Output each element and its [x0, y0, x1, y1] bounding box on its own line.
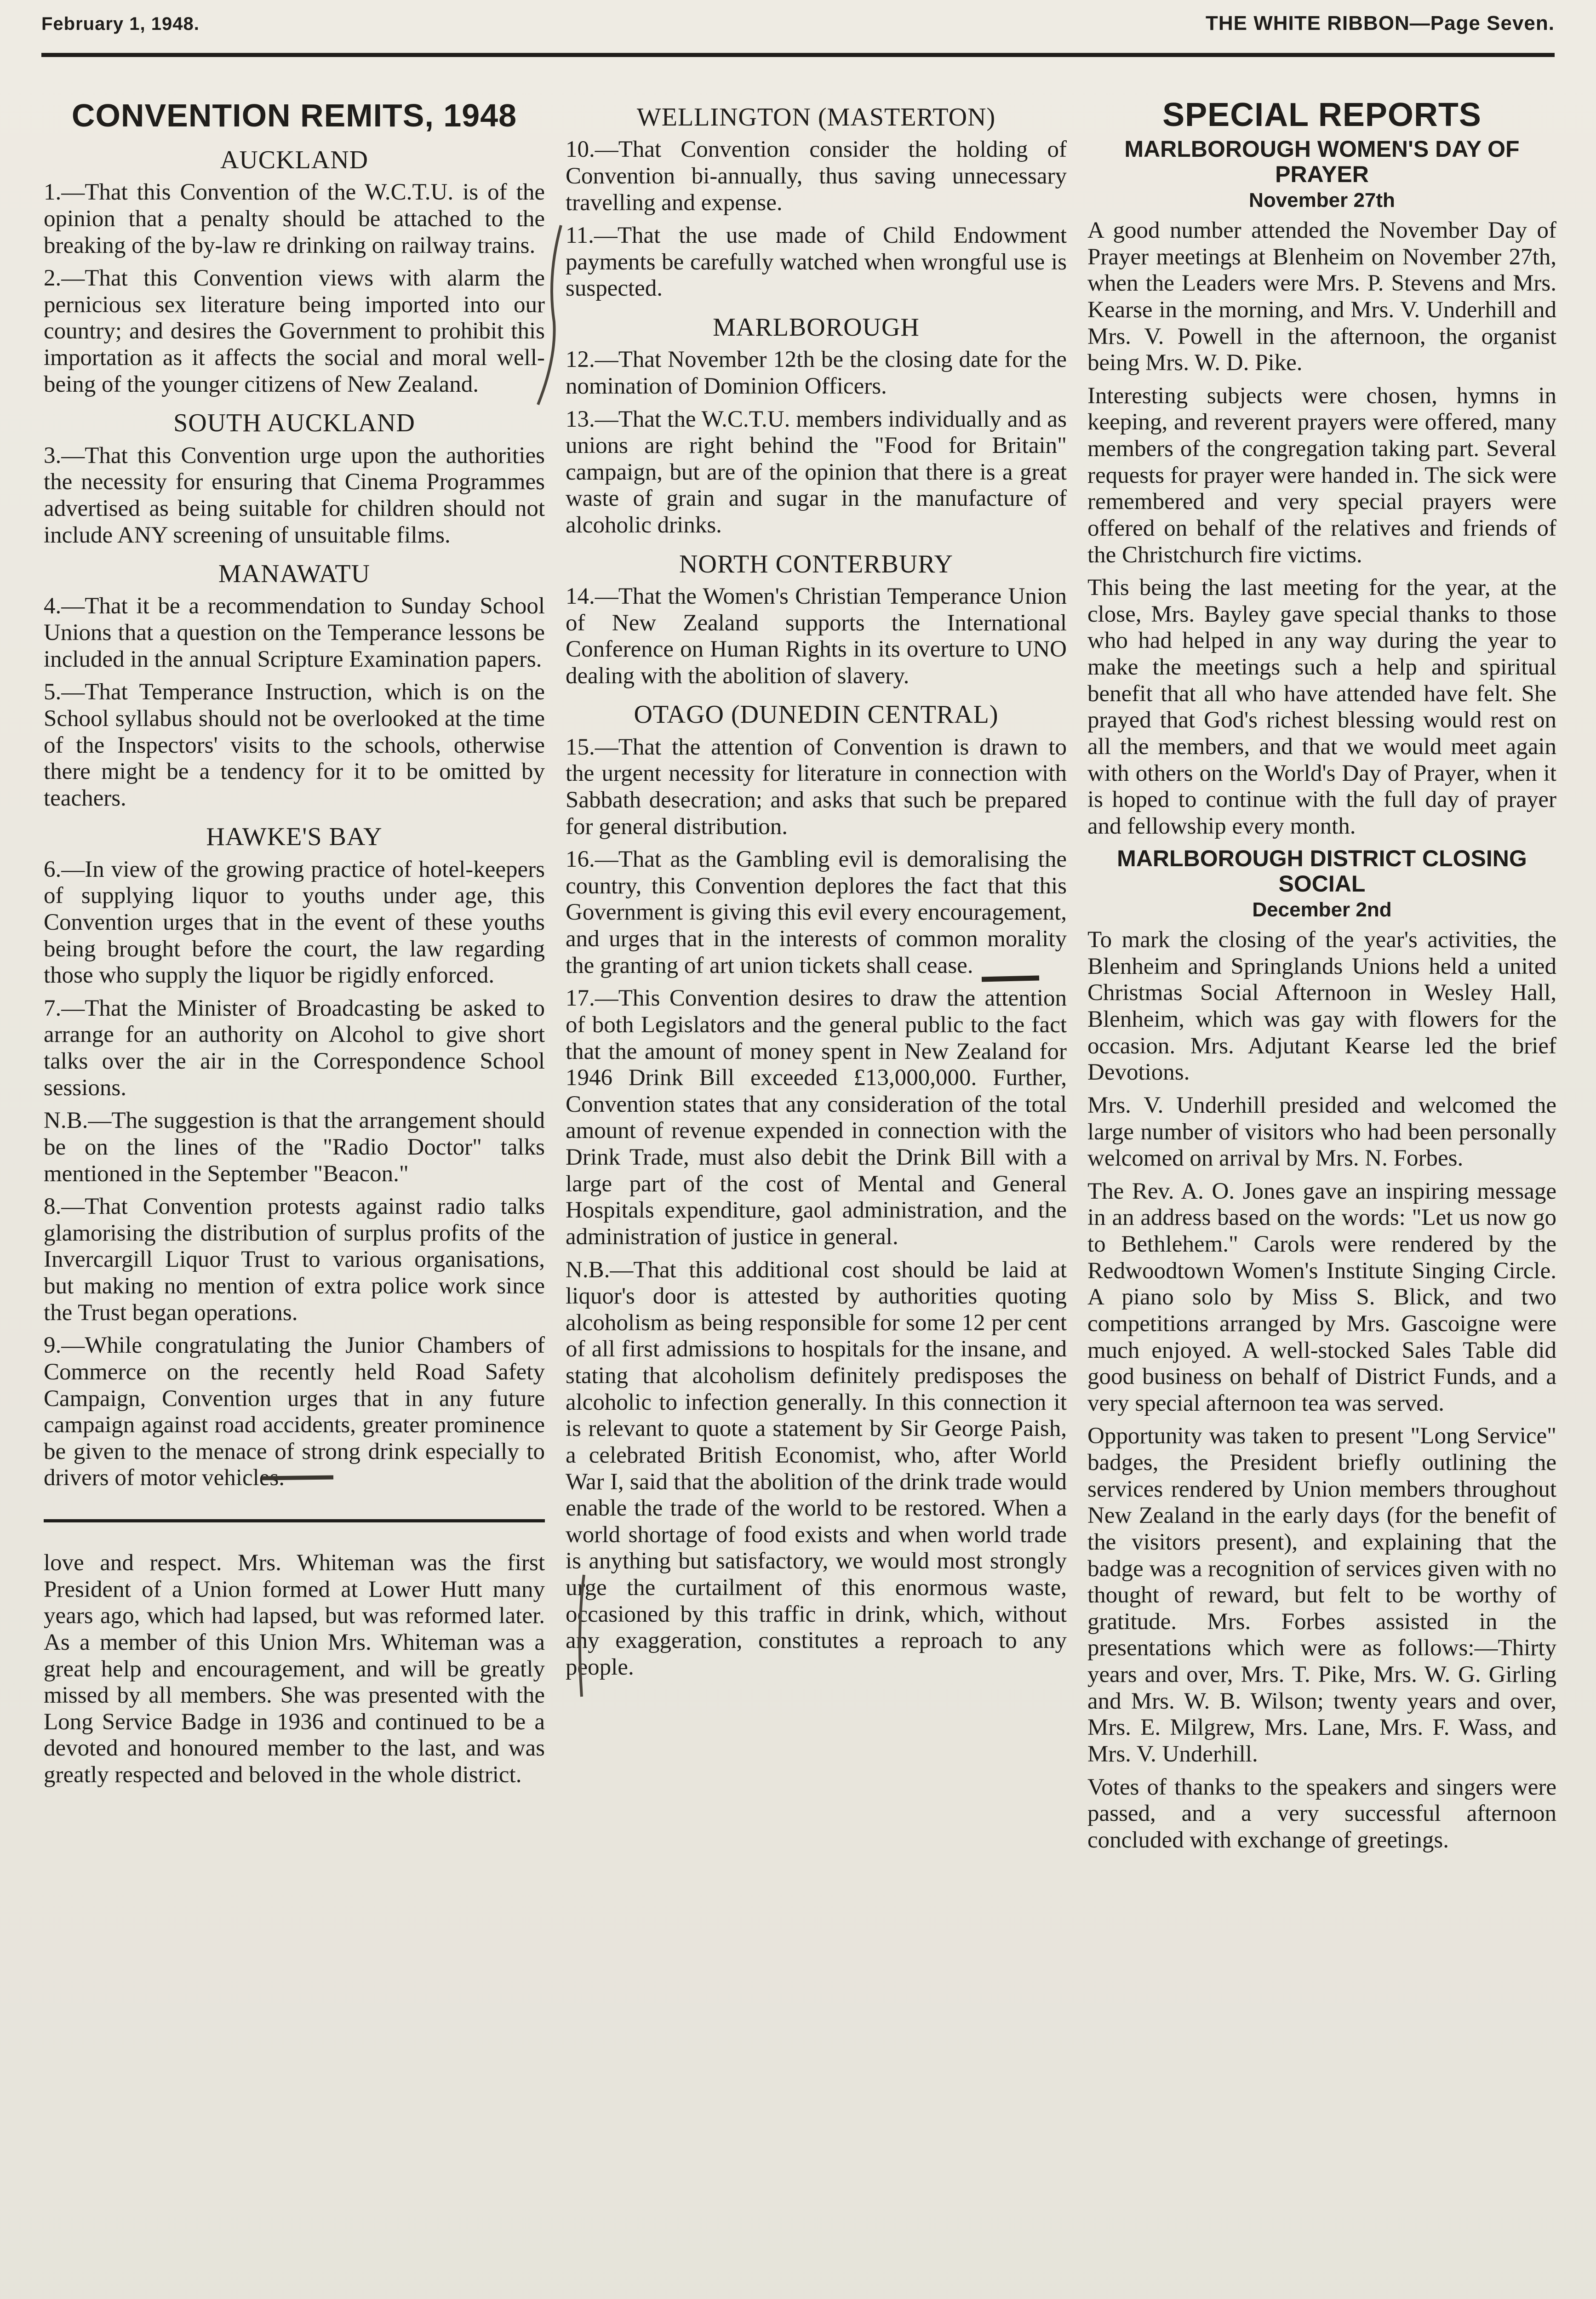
remit-7-note: N.B.—The suggestion is that the arrangement should be on the lines of the "Radio Doctor" talks mentioned in the September "Beacon." [44, 1108, 545, 1187]
section-heading-hawkes-bay: HAWKE'S BAY [206, 823, 383, 852]
remit-10: 10.—That Convention consider the holding of Convention bi-annually, thus saving unnecessary travelling and expense. [566, 137, 1067, 216]
section-heading-marlborough: MARLBOROUGH [713, 313, 920, 342]
issue-date: February 1, 1948. [41, 14, 200, 34]
section-heading-auckland: AUCKLAND [220, 146, 369, 175]
pencil-margin-mark [566, 1573, 593, 1701]
remit-17-note: N.B.—That this additional cost should be laid at liquor's door is attested by authorities quoting alcoholism as being responsible for some 12 per cent of all first admissions to hospitals for the insane, and stating that alcoholism definitely predisposes the alcoholic to infection generally. In this connection it is relevant to quote a statement by Sir George Paish, a celebrated British Economist, who, after World War I, said that the abolition of the drink trade would enable the trade of the world to be restored. When a world shortage of food exists and when world trade is anything but satisfactory, we would most strongly urge the curtailment of this enormous waste, occasioned by this traffic in drink, which, without any exaggeration, constitutes a reproach to any people. [566, 1257, 1067, 1680]
report-paragraph: To mark the closing of the year's activities, the Blenheim and Springlands Unions held a united Christmas Social Afternoon in Wesley Hall, Blenheim, which was gay with flowers for the occasion. Mrs. Adjutant Kearse led the brief Devotions. [1087, 927, 1556, 1086]
remit-9: 9.—While congratulating the Junior Chambers of Commerce on the recently held Road Safety Campaign, Convention urges that in any future campaign against road accidents, greater prominence be given to the menace of strong drink especially to drivers of motor vehicles. [44, 1333, 545, 1491]
report-paragraph: The Rev. A. O. Jones gave an inspiring message in an address based on the words: "Let us now go to Bethlehem." Carols were rendered by the Redwoodtown Women's Institute Singing Circle. A piano solo by Miss S. Blick, and two competitions arranged by Mrs. Gascoigne were much enjoyed. A well-stocked Sales Table did good business on behalf of District Funds, and a very special afternoon tea was served. [1087, 1178, 1556, 1416]
remit-15: 15.—That the attention of Convention is drawn to the urgent necessity for literature in connection with Sabbath desecration; and asks that such be prepared for general distribution. [566, 734, 1067, 840]
remit-6: 6.—In view of the growing practice of hotel-keepers of supplying liquor to youths under age, this Convention urges that in the event of these youths being brought before the court, the law regarding those who supply the liquor be rigidly enforced. [44, 856, 545, 989]
remit-3: 3.—That this Convention urge upon the authorities the necessity for ensuring that Cinema Programmes advertised as being suitable for children should not include ANY screening of unsuitable films. [44, 442, 545, 548]
remit-4: 4.—That it be a recommendation to Sunday School Unions that a question on the Temperance lessons be included in the annual Scripture Examination papers. [44, 593, 545, 672]
column-1 [44, 92, 545, 2299]
section-heading-wellington: WELLINGTON (MASTERTON) [636, 103, 996, 132]
column-3 [1087, 92, 1556, 2299]
header-rule [41, 53, 1555, 57]
remit-17: 17.—This Convention desires to draw the attention of both Legislators and the general public to the fact that the amount of money spent in New Zealand for 1946 Drink Bill exceeded £13,000,000. Further, Convention states that any consideration of the total amount of revenue expended in connection with the Drink Trade, must also debit the Drink Bill with a large part of the cost of Mental and General Hospitals expenditure, gaol administration, and the administration of justice in general. [566, 985, 1067, 1250]
report-paragraph: This being the last meeting for the year, at the close, Mrs. Bayley gave special thanks to those who had helped in any way during the year to make the meetings such a help and spiritual benefit that all who have attended have felt. She prayed that God's richest blessing would rest on all the members, and that we would meet again with others on the World's Day of Prayer, when it is hoped to continue with the full day of prayer and fellowship every month. [1087, 575, 1556, 839]
section-heading-north-canterbury: NORTH CONTERBURY [679, 549, 953, 578]
section-heading-otago: OTAGO (DUNEDIN CENTRAL) [634, 700, 999, 729]
report-paragraph: A good number attended the November Day of Prayer meetings at Blenheim on November 27th, when the Leaders were Mrs. P. Stevens and Mrs. Kearse in the morning, and Mrs. V. Underhill and Mrs. V. Powell in the afternoon, the organist being Mrs. W. D. Pike. [1087, 217, 1556, 376]
remit-16: 16.—That as the Gambling evil is demoralising the country, this Convention deplores the fact that this Government is giving this evil every encouragement, and urges that in the interests of common morality the granting of art union tickets shall cease. [566, 846, 1067, 978]
section-heading-manawatu: MANAWATU [218, 560, 371, 589]
report-date-closing-social: December 2nd [1252, 898, 1392, 921]
report-title-day-of-prayer: MARLBOROUGH WOMEN'S DAY OF PRAYER [1124, 136, 1520, 188]
report-paragraph: Interesting subjects were chosen, hymns in keeping, and reverent prayers were offered, many members of the congregation taking part. Several requests for prayer were handed in. The sick were remembered and very special prayers were offered on behalf of the relatives and friends of the Christchurch fire victims. [1087, 383, 1556, 568]
remit-7: 7.—That the Minister of Broadcasting be asked to arrange for an authority on Alcohol to give short talks over the air in the Correspondence School sessions. [44, 995, 545, 1101]
report-paragraph: Mrs. V. Underhill presided and welcomed the large number of visitors who had been personally welcomed on arrival by Mrs. N. Forbes. [1087, 1092, 1556, 1172]
column-2 [566, 92, 1067, 2299]
pencil-strike-mark [979, 972, 1044, 986]
report-paragraph: Votes of thanks to the speakers and singers were passed, and a very successful afternoon concluded with exchange of greetings. [1087, 1774, 1556, 1853]
report-title-closing-social: MARLBOROUGH DISTRICT CLOSING SOCIAL [1117, 846, 1527, 897]
report-date-day-of-prayer: November 27th [1249, 189, 1395, 212]
special-reports-title: SPECIAL REPORTS [1162, 97, 1482, 133]
remit-12: 12.—That November 12th be the closing date for the nomination of Dominion Officers. [566, 347, 1067, 399]
pencil-margin-mark [529, 221, 570, 414]
column-divider-rule [44, 1519, 545, 1522]
remit-5: 5.—That Temperance Instruction, which is on the School syllabus should not be overlooked at the time of the Inspectors' visits to the schools, otherwise there might be a tendency for it to be omitted by teachers. [44, 679, 545, 811]
pencil-strike-mark [260, 1469, 338, 1487]
remit-13: 13.—That the W.C.T.U. members individually and as unions are right behind the "Food for Britain" campaign, but are of the opinion that there is a great waste of grain and sugar in the manufacture of alcoholic drinks. [566, 406, 1067, 538]
obituary-continued: love and respect. Mrs. Whiteman was the first President of a Union formed at Lower Hutt many years ago, which had lapsed, but was reformed later. As a member of this Union Mrs. Whiteman was a great help and encouragement, and will be greatly missed by all members. She was presented with the Long Service Badge in 1936 and continued to be a devoted and honoured member to the last, and was greatly respected and beloved in the whole district. [44, 1550, 545, 1788]
masthead: THE WHITE RIBBON—Page Seven. [1205, 12, 1555, 34]
report-paragraph: Opportunity was taken to present "Long Service" badges, the President briefly outlining the services rendered by Union members throughout New Zealand in the early days (for the benefit of the visitors present), and explaining that the badge was a recognition of services given with no thought of reward, but felt to be worthy of gratitude. Mrs. Forbes assisted in the presentations which were as follows:—Thirty years and over, Mrs. T. Pike, Mrs. W. G. Girling and Mrs. W. B. Wilson; twenty years and over, Mrs. E. Milgrew, Mrs. Lane, Mrs. F. Wass, and Mrs. V. Underhill. [1087, 1423, 1556, 1767]
section-heading-south-auckland: SOUTH AUCKLAND [173, 409, 415, 438]
article-title: CONVENTION REMITS, 1948 [71, 97, 517, 133]
running-head [41, 8, 1555, 40]
remit-8: 8.—That Convention protests against radio talks glamorising the distribution of surplus profits of the Invercargill Liquor Trust to various organisations, but making no mention of extra police work since the Trust began operations. [44, 1194, 545, 1326]
remit-11: 11.—That the use made of Child Endowment payments be carefully watched when wrongful use is suspected. [566, 223, 1067, 302]
remit-2: 2.—That this Convention views with alarm the pernicious sex literature being imported into our country; and desires the Government to prohibit this importation as it affects the social and moral well-being of the younger citizens of New Zealand. [44, 265, 545, 397]
remit-1: 1.—That this Convention of the W.C.T.U. is of the opinion that a penalty should be attached to the breaking of the by-law re drinking on railway trains. [44, 179, 545, 258]
remit-14: 14.—That the Women's Christian Temperance Union of New Zealand supports the International Conference on Human Rights in its overture to UNO dealing with the abolition of slavery. [566, 583, 1067, 689]
